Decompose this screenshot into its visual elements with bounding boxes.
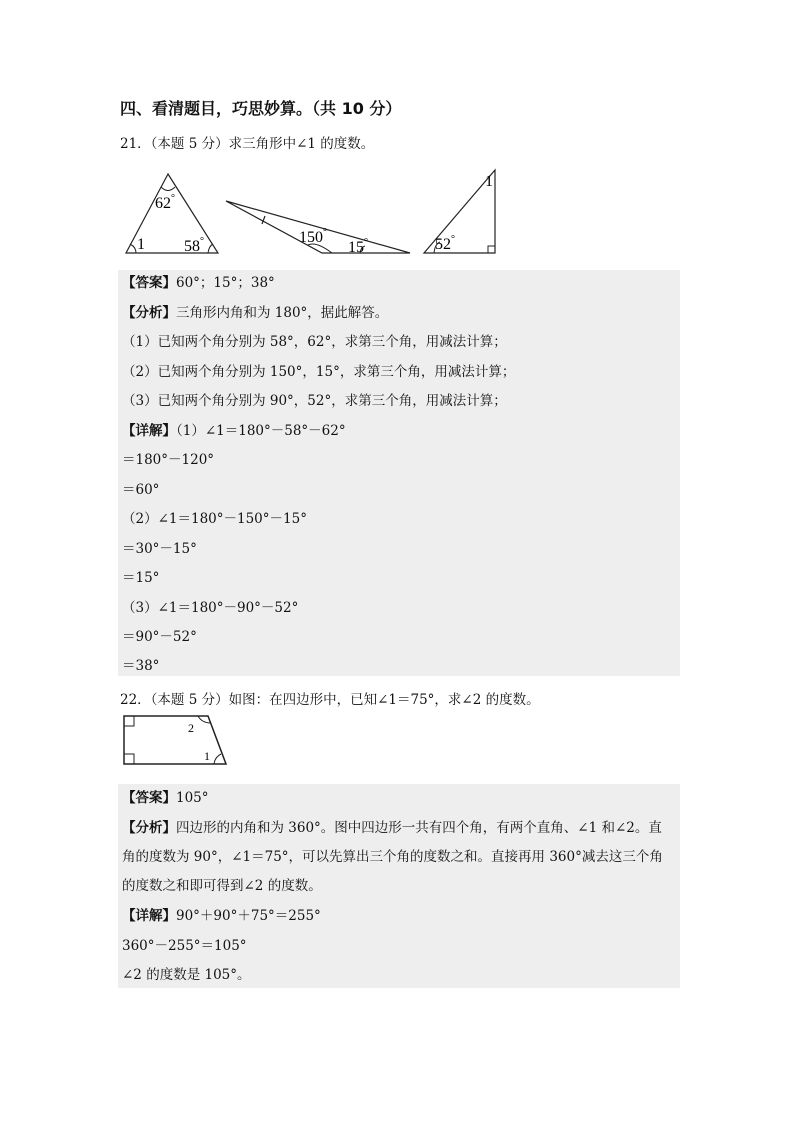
triangle-1-left-arc <box>130 244 136 253</box>
q22-solution-box <box>118 784 680 988</box>
q21-answer: 【答案】60°；15°；38° <box>122 275 275 291</box>
tri2-label-right: 15° <box>348 237 368 256</box>
triangle-3-right-angle <box>488 246 495 253</box>
triangle-1-top-arc <box>161 187 175 191</box>
q21-detail-line: ＝60° <box>122 482 160 498</box>
q21-detail-line: （2）∠1＝180°－150°－15° <box>122 511 307 527</box>
angle-1-arc <box>214 754 221 764</box>
top-left-right-angle <box>124 716 134 726</box>
q22-quadrilateral-figure <box>118 710 238 770</box>
q21-detail-line: ＝30°－15° <box>122 541 197 557</box>
q22-analysis-line: 的度数之和即可得到∠2 的度数。 <box>122 878 322 894</box>
tri2-label-mid: 150° <box>299 227 327 246</box>
q22-detail-line: 360°－255°＝105° <box>122 938 247 954</box>
tri1-label-right: 58° <box>184 236 204 255</box>
q21-detail-line: （3）∠1＝180°－90°－52° <box>122 600 299 616</box>
q21-detail-line: 【详解】（1）∠1＝180°－58°－62° <box>122 423 346 439</box>
q21-analysis-line: 【分析】三角形内角和为 180°，据此解答。 <box>122 305 389 321</box>
q21-solution-box <box>118 270 680 676</box>
q22-answer: 【答案】105° <box>122 790 209 806</box>
tri1-label-1: 1 <box>137 236 145 253</box>
q21-analysis-line: （1）已知两个角分别为 58°，62°，求第三个角，用减法计算； <box>122 334 507 350</box>
section-heading: 四、看清题目，巧思妙算。（共 10 分） <box>120 99 402 118</box>
tri1-label-top: 62° <box>155 193 175 212</box>
q21-detail-line: ＝15° <box>122 570 160 586</box>
q22-stem: 22．（本题 5 分）如图：在四边形中，已知∠1＝75°，求∠2 的度数。 <box>120 692 540 708</box>
angle-1-label: 1 <box>204 749 210 763</box>
q21-detail-line: ＝180°－120° <box>122 452 215 468</box>
q21-detail-line: ＝90°－52° <box>122 629 197 645</box>
tri3-label-top: 1 <box>485 173 493 190</box>
q21-analysis-line: （2）已知两个角分别为 150°，15°，求第三个角，用减法计算； <box>122 364 516 380</box>
q21-triangles-figure <box>118 164 508 260</box>
bottom-left-right-angle <box>124 754 134 764</box>
q22-detail-line: ∠2 的度数是 105°。 <box>122 967 251 983</box>
q22-analysis-line: 【分析】四边形的内角和为 360°。图中四边形一共有四个角，有两个直角、∠1 和∠2。直 <box>122 820 662 836</box>
tri3-label-left: 52° <box>435 234 455 253</box>
triangle-2-left-mark <box>262 216 265 224</box>
q22-analysis-line: 角的度数为 90°，∠1＝75°，可以先算出三个角的度数之和。直接再用 360°减去这三个角 <box>122 849 663 865</box>
q21-detail-line: ＝38° <box>122 658 160 674</box>
triangle-1-right-arc <box>208 244 213 253</box>
angle-2-label: 2 <box>188 721 194 735</box>
q22-detail-line: 【详解】90°＋90°＋75°＝255° <box>122 908 321 924</box>
q21-stem: 21．（本题 5 分）求三角形中∠1 的度数。 <box>120 136 375 152</box>
q21-analysis-line: （3）已知两个角分别为 90°，52°，求第三个角，用减法计算； <box>122 393 507 409</box>
